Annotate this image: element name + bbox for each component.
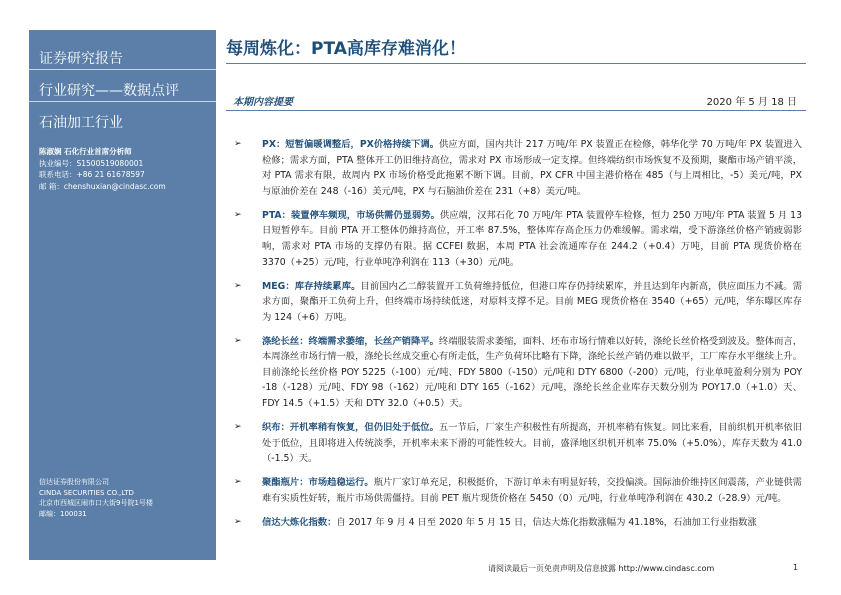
sidebar-divider (29, 69, 216, 70)
analyst-license: 执业编号：S1500519080001 (39, 158, 144, 168)
company-name-en: CINDA SECURITIES CO.,LTD (39, 488, 134, 497)
title-divider (226, 63, 806, 64)
analyst-info (39, 146, 166, 192)
bullet-lead: MEG：库存持续累库。 (262, 280, 361, 292)
bullet-px (234, 137, 802, 199)
company-postcode: 邮编：100031 (39, 509, 87, 518)
industry-label: 石油加工行业 (39, 115, 123, 131)
bullet-lead: 涤纶长丝：终端需求萎缩，长丝产销降平。 (262, 335, 439, 347)
bullet-lead: PTA：装置停车频现，市场供需仍显弱势。 (262, 209, 440, 221)
company-info (39, 477, 153, 519)
bullet-lead: 信达大炼化指数： (262, 516, 337, 528)
bullet-pta (234, 208, 802, 270)
arrow-icon: ➢ (234, 422, 242, 433)
report-type-label: 证券研究报告 (39, 51, 123, 67)
bullet-text: 五一节后，厂家生产积极性有所提高，开机率稍有恢复。同比来看，目前织机开机率依旧处于低位，且即将进入传统淡季，开机率未来下滑的可能性较大。目前，盛泽地区织机开机率 75.0%（+5.0%），库存天数为 41.0（-1.5）天。 (262, 422, 802, 465)
bullet-meg (234, 279, 802, 326)
bullet-text: 自 2017 年 9 月 4 日至 2020 年 5 月 15 日，信达大炼化指数涨幅为 41.18%，石油加工行业指数涨 (336, 516, 757, 528)
arrow-icon: ➢ (234, 335, 242, 346)
arrow-icon: ➢ (234, 280, 242, 291)
bullet-text: 目前国内乙二醇装置开工负荷维持低位，但港口库存仍持续累库，并且达到年内新高，供应面压力不减。需求方面，聚酯开工负荷上升，但终端市场持续低迷，对原料支撑不足。目前 MEG 现货价格在 3540（+65）元/吨，华东曝区库存为 124（+6）万吨。 (262, 280, 802, 323)
bullet-lead: 织布：开机率稍有恢复，但仍旧处于低位。 (262, 422, 439, 434)
page-title: 每周炼化：PTA高库存难消化！ (226, 39, 466, 59)
sidebar (29, 30, 216, 560)
section-label: 本期内容提要 (233, 97, 293, 108)
bullet-text: 供应方面，国内共计 217 万吨/年 PX 装置正在检修，韩华化学 70 万吨/年 PX 装置进入检修；需求方面，PTA 整体开工仍旧维持高位，需求对 PX 市场形成一定支撑。但终端纺织市场恢复不及预期，聚酯市场产销平淡，对 PTA 需求有限，故周内 PX 市场价格受此拖累不断下调。目前，PX CFR 中国主港价格在 485（与上周相比，-5）美元/吨，PX 与原油价差在 248（-16）美元/吨，PX 与石脑油价差在 231（+8）美元/吨。 (262, 139, 802, 197)
company-name-cn: 信达证券股份有限公司 (39, 478, 109, 486)
company-address: 北京市西城区闹市口大街9号院1号楼 (39, 499, 153, 507)
bullet-text: 供应端，汉邦石化 70 万吨/年 PTA 装置停车检修，恒力 250 万吨/年 PTA 装置 5 月 13 日短暂停车。目前 PTA 开工整体仍維持高位，开工率 87.5%，整体库存高企压力仍难缓解。需求端，受下游涤丝价格产销疲弱影响，需求对 PTA 市场的支撑仍有限。据 CCFEI 数据，本周 PTA 社会流通库存在 244.2（+0.4）万吨，目前 PTA 现货价格在 3370（+25）元/吨，行业单吨净利润在 113（+30）元/吨。 (262, 209, 802, 268)
bullet-text: 终端服装需求萎缩，面料、坯布市场行情难以好转，涤纶长丝价格受到波及。整体而言，本周涤丝市场行情一般，涤纶长丝成交重心有所走低，生产负荷环比略有下降，涤纶长丝产销仍难以做平，工厂库存水平继续上升。目前涤纶长丝价格 POY 5225（-100）元/吨、FDY 5800（-150）元/吨和 DTY 6800（-200）元/吨，行业单吨盈利分别为 POY -18（-128）元/吨、FDY 98（-162）元/吨和 DTY 165（-162）元/吨，涤纶长丝企业库存天数分别为 POY17.0（+1.0）天、FDY 14.5（+1.5）天和 DTY 32.0（+0.5）天。 (262, 335, 802, 410)
analyst-phone: 联系电话：+86 21 61678597 (39, 170, 145, 179)
report-date: 2020 年 5 月 18 日 (706, 97, 797, 108)
analyst-name: 陈淑娴 石化行业首席分析师 (39, 147, 132, 156)
arrow-icon: ➢ (234, 477, 242, 488)
bullet-polyester-filament (234, 334, 802, 412)
bullet-lead: PX：短暂偏暖调整后，PX价格持续下调。 (262, 139, 440, 150)
arrow-icon: ➢ (234, 209, 242, 220)
bullet-lead: 聚酯瓶片：市场趋稳运行。 (262, 477, 374, 489)
page-number: 1 (793, 563, 799, 572)
report-category-label: 行业研究——数据点评 (39, 83, 179, 99)
bullet-refining-index (234, 515, 802, 531)
bullet-pet-bottle-chips (234, 475, 802, 506)
summary-bullets (234, 137, 802, 539)
arrow-icon: ➢ (234, 139, 242, 149)
section-divider (226, 110, 806, 111)
sidebar-divider (29, 101, 216, 102)
bullet-weaving (234, 420, 802, 467)
footer-disclaimer: 请阅读最后一页免责声明及信息披露 http://www.cindasc.com (488, 564, 715, 573)
bullet-text: 瓶片厂家订单充足，积极挺价，下游订单未有明显好转，交投偏淡。国际油价维持区间震荡，产业链供需难有实质性好转，瓶片市场供需僵持。目前 PET 瓶片现货价格在 5450（0）元/吨，行业单吨净利润在 430.2（-28.9）元/吨。 (262, 477, 802, 504)
arrow-icon: ➢ (234, 516, 242, 527)
analyst-email: 邮 箱：chenshuxian@cindasc.com (39, 181, 166, 191)
